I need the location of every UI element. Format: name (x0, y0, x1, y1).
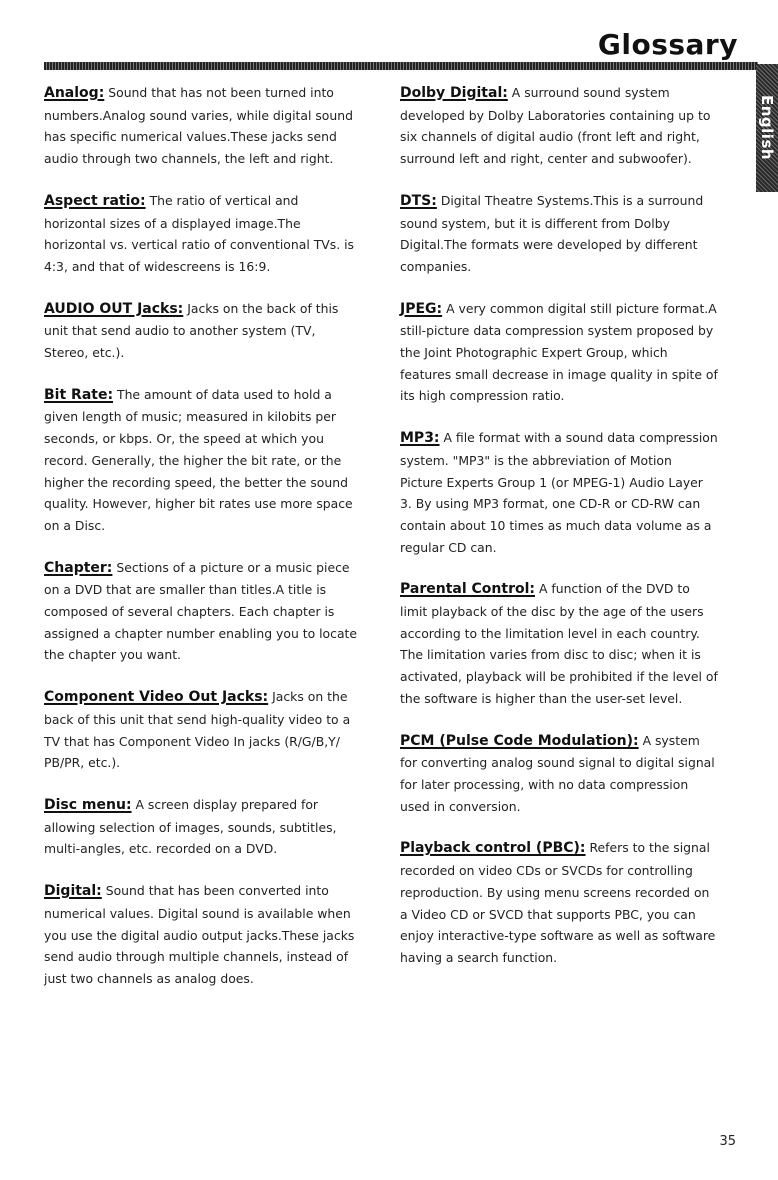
glossary-term: Dolby Digital: (400, 85, 508, 101)
glossary-definition: A system for converting analog sound signal to digital signal for later processing, with no data compression used in conversion. (400, 732, 715, 814)
language-tab-label: English (758, 95, 776, 161)
glossary-term: MP3: (400, 430, 440, 447)
glossary-definition: Sound that has been converted into numerical values. Digital sound is available when you use the digital audio output jacks.These jacks send audio through multiple channels, instead of just two channels as analog does. (44, 883, 355, 986)
glossary-term: JPEG: (400, 300, 443, 317)
glossary-entry-audio-out-jacks (44, 298, 362, 364)
glossary-definition: A screen display prepared for allowing selection of images, sounds, subtitles, multi-angles, etc. recorded on a DVD. (44, 796, 337, 857)
glossary-entry-disc-menu (44, 794, 362, 860)
glossary-entry-component-video-out-jacks (44, 686, 362, 774)
glossary-definition: The amount of data used to hold a given length of music; measured in kilobits per seconds, or kbps. Or, the speed at which you record. Generally, the higher the bit rate, or the higher the recording speed, the better the sound quality. However, higher bit rates use more space on a Disc. (44, 386, 353, 533)
glossary-definition: A function of the DVD to limit playback of the disc by the age of the users according to the limitation level in each country. The limitation varies from disc to disc; when it is activated, playback will be prohibited if the level of the software is higher than the user-set level. (400, 581, 718, 706)
glossary-definition: Refers to the signal recorded on video CDs or SVCDs for controlling reproduction. By using menu screens recorded on a Video CD or SVCD that supports PBC, you can enjoy interactive-type software as well as software having a search function. (400, 840, 716, 965)
glossary-term: Playback control (PBC): (400, 840, 586, 857)
page-number: 35 (719, 1134, 736, 1149)
glossary-entry-bit-rate (44, 384, 362, 537)
glossary-entry-mp3 (400, 427, 718, 558)
glossary-definition: A surround sound system developed by Dolby Laboratories containing up to six channels of digital audio (front left and right, surround left and right, center and subwoofer). (400, 85, 711, 167)
glossary-term: Bit Rate: (44, 386, 114, 403)
glossary-definition: A file format with a sound data compression system. "MP3" is the abbreviation of Motion Picture Experts Group 1 (or MPEG-1) Audio Layer 3. By using MP3 format, one CD-R or CD-RW can contain about 10 times as much data volume as a regular CD can. (400, 430, 718, 555)
glossary-entry-chapter (44, 557, 362, 667)
glossary-definition: The ratio of vertical and horizontal sizes of a displayed image.The horizontal vs. vertical ratio of conventional TVs. is 4:3, and that of widescreens is 16:9. (44, 192, 354, 274)
glossary-column-left (44, 82, 362, 1010)
glossary-definition: Jacks on the back of this unit that send audio to another system (TV, Stereo, etc.). (44, 300, 339, 361)
glossary-definition: Digital Theatre Systems.This is a surround sound system, but it is different from Dolby Digital.The formats were developed by different companies. (400, 192, 704, 274)
glossary-entry-playback-control (400, 837, 718, 968)
glossary-term: PCM (Pulse Code Modulation): (400, 732, 639, 749)
glossary-entry-pcm (400, 730, 718, 818)
page-title: Glossary (597, 28, 738, 61)
glossary-term: Disc menu: (44, 796, 132, 813)
glossary-term: DTS: (400, 192, 437, 209)
glossary-term: Digital: (44, 883, 102, 900)
glossary-entry-aspect-ratio (44, 190, 362, 278)
glossary-definition: Sound that has not been turned into numbers.Analog sound varies, while digital sound has specific numerical values.These jacks send audio through two channels, the left and right. (44, 85, 353, 167)
glossary-definition: Jacks on the back of this unit that send high-quality video to a TV that has Component Video In jacks (R/G/B,Y/ PB/PR, etc.). (44, 689, 351, 771)
glossary-entry-parental-control (400, 578, 718, 709)
glossary-term: Aspect ratio: (44, 192, 146, 209)
glossary-entry-dts (400, 190, 718, 278)
title-rule (44, 62, 758, 70)
glossary-term: Component Video Out Jacks: (44, 689, 269, 706)
glossary-term: Parental Control: (400, 581, 535, 598)
glossary-definition: Sections of a picture or a music piece on a DVD that are smaller than titles.A title is composed of several chapters. Each chapter is assigned a chapter number enabling you to locate the chapter you want. (44, 559, 358, 663)
glossary-term: Chapter: (44, 559, 113, 576)
glossary-entry-jpeg (400, 298, 718, 408)
glossary-definition: A very common digital still picture format.A still-picture data compression system proposed by the Joint Photographic Expert Group, which features small decrease in image quality in spite of its high compression ratio. (400, 300, 718, 404)
glossary-term: Analog: (44, 85, 105, 101)
glossary-term: AUDIO OUT Jacks: (44, 300, 184, 317)
glossary-entry-analog (44, 82, 362, 170)
language-tab (756, 64, 778, 192)
glossary-column-right (400, 82, 718, 989)
glossary-entry-digital (44, 880, 362, 990)
glossary-entry-dolby-digital (400, 82, 718, 170)
